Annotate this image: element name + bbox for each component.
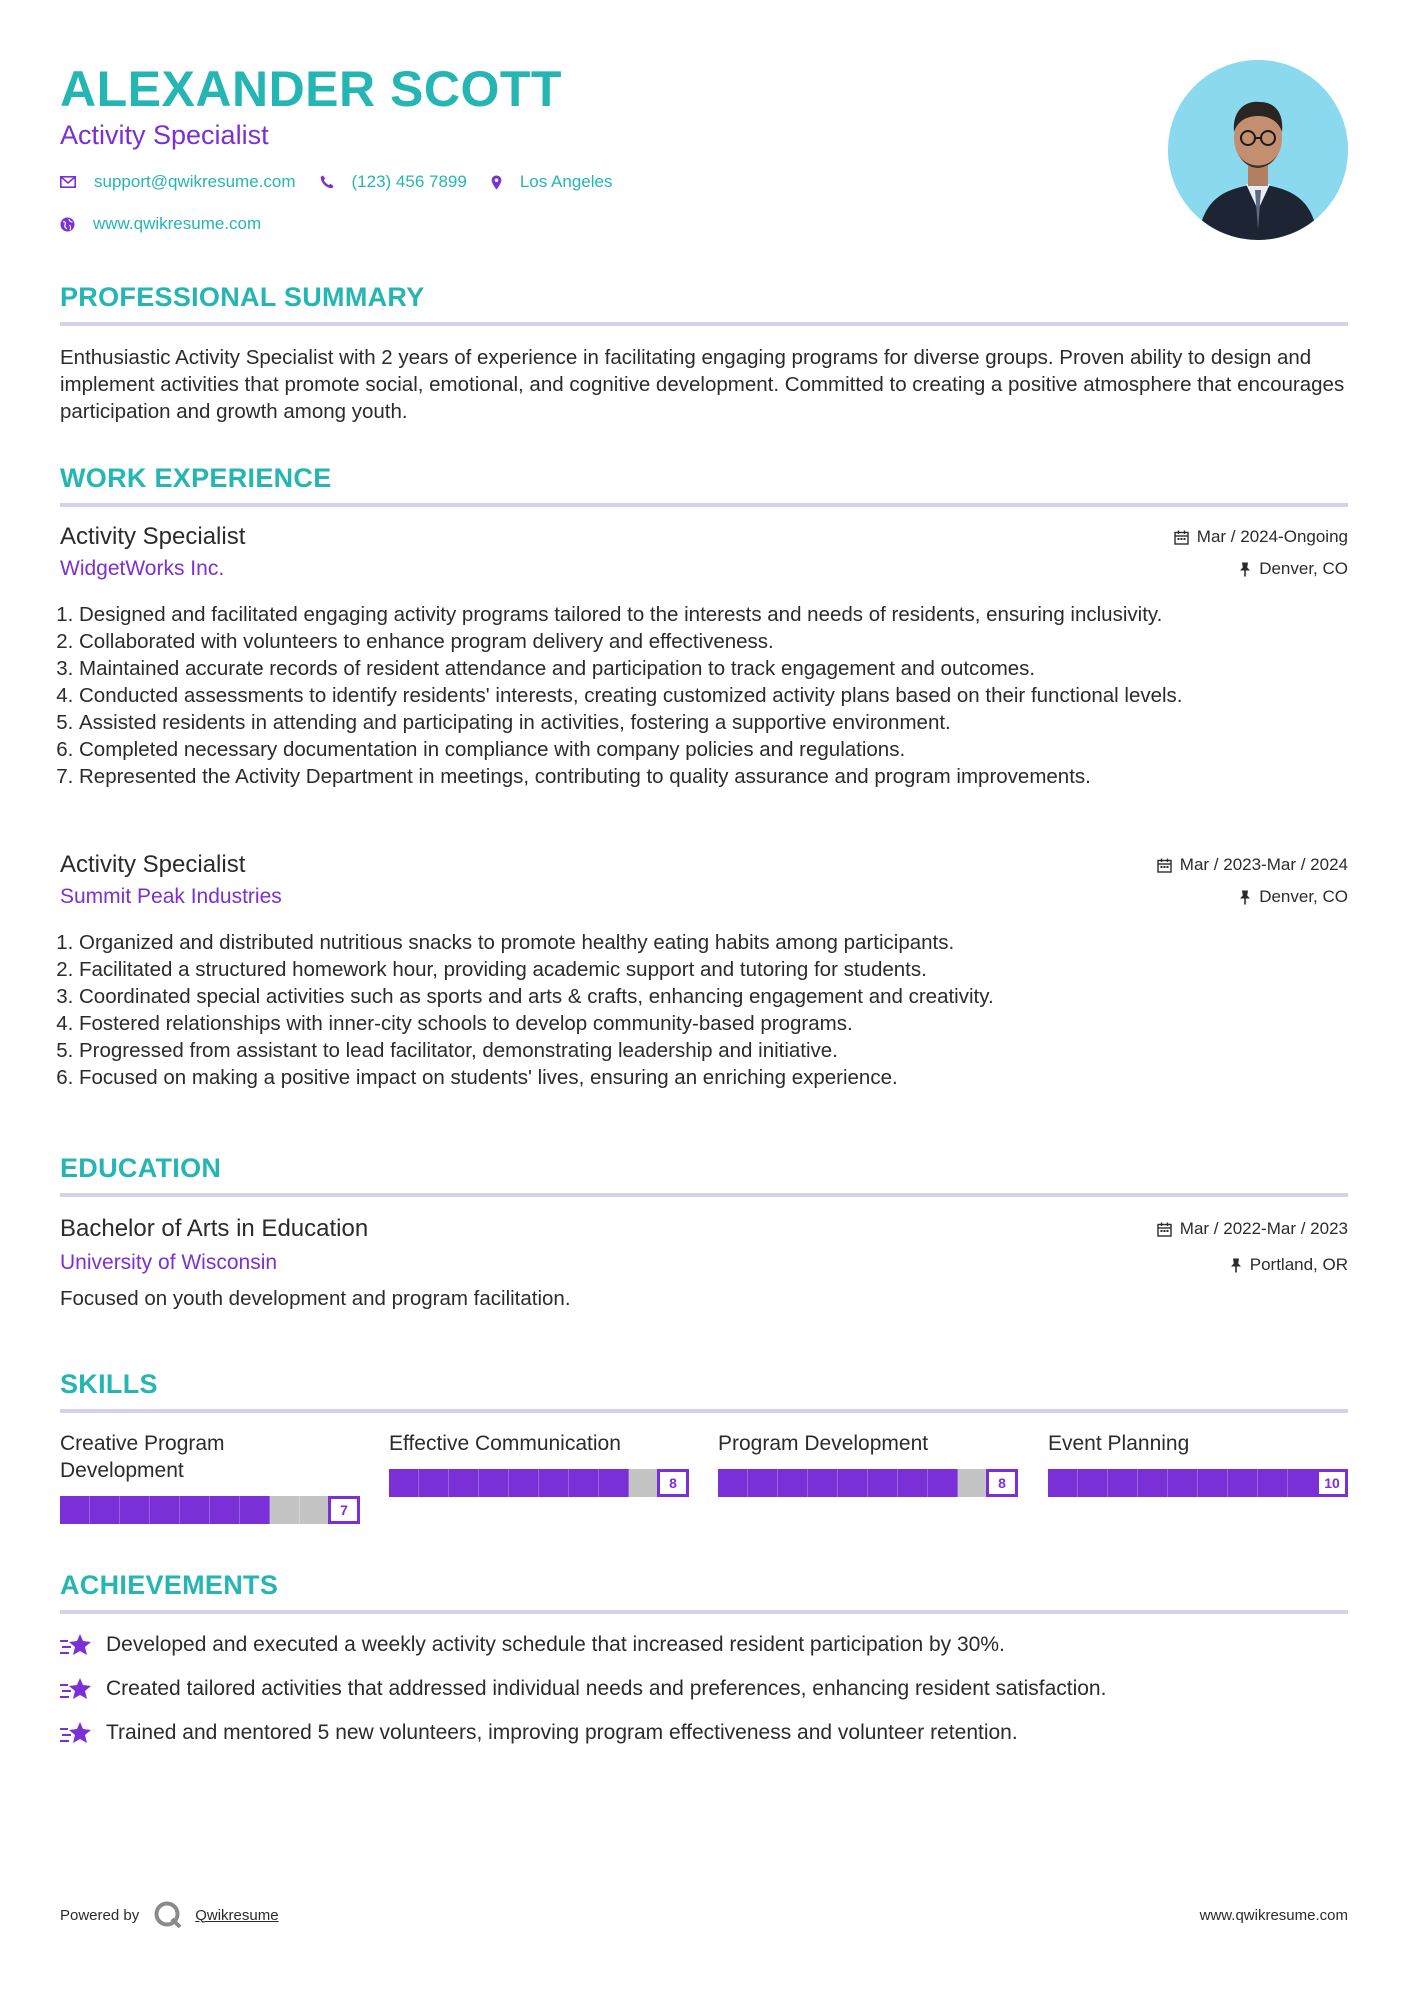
skill-label-line: Development: [60, 1459, 184, 1482]
skill-bar-segment: [419, 1469, 449, 1497]
map-pin-icon: [491, 175, 502, 190]
achievement-item: [60, 1720, 1018, 1746]
pushpin-icon: [1239, 890, 1251, 905]
experience-section: [60, 463, 1348, 1089]
job-title: Activity Specialist: [60, 523, 246, 550]
skill-bar-segment: [509, 1469, 539, 1497]
skill-bar-segment: [958, 1469, 988, 1497]
calendar-icon: [1157, 1222, 1172, 1237]
skill-bar-segment: [599, 1469, 629, 1497]
job-entry: [60, 523, 1348, 581]
skill-label: [1048, 1430, 1348, 1457]
skill-level-badge: 8: [657, 1469, 689, 1497]
job-bullet: 1. Organized and distributed nutritious snacks to promote healthy eating habits among participants.: [79, 929, 1348, 956]
skill-bar-segment: [1078, 1469, 1108, 1497]
skill-label: [718, 1430, 1018, 1457]
skill-bar: [1048, 1469, 1348, 1497]
job-dates-text: Mar / 2023-Mar / 2024: [1179, 855, 1348, 874]
skill-bar-segment: [838, 1469, 868, 1497]
job-bullet: 6. Completed necessary documentation in compliance with company policies and regulations.: [79, 736, 1348, 763]
skill-bar-segment: [60, 1496, 90, 1524]
skill-bar-segment: [449, 1469, 479, 1497]
skill-bar-segment: [1138, 1469, 1168, 1497]
qwikresume-logo-icon: [153, 1900, 183, 1930]
job-location-text: Denver, CO: [1259, 887, 1348, 906]
email-text: support@qwikresume.com: [94, 172, 296, 191]
job-company: Summit Peak Industries: [60, 885, 282, 908]
education-location-text: Portland, OR: [1249, 1255, 1348, 1274]
pushpin-icon: [1230, 1258, 1242, 1273]
skill-bar: [718, 1469, 1018, 1497]
shooting-star-icon: [60, 1676, 92, 1702]
shooting-star-icon: [60, 1720, 92, 1746]
skill-label-line: Program Development: [718, 1432, 929, 1455]
skill-bar-segment: [240, 1496, 270, 1524]
education-dates-text: Mar / 2022-Mar / 2023: [1179, 1219, 1348, 1238]
job-title: Activity Specialist: [60, 851, 246, 878]
skill-bar-segment: [1258, 1469, 1288, 1497]
job-entry: [60, 851, 1348, 909]
job-bullets: [60, 929, 1348, 1091]
job-bullet: 3. Maintained accurate records of resident attendance and participation to track engagement and outcomes.: [79, 655, 1348, 682]
skill-bar-segment: [1198, 1469, 1228, 1497]
skill-bar-segment: [90, 1496, 120, 1524]
skill-item: [389, 1430, 689, 1491]
skills-divider: [60, 1409, 1348, 1413]
contact-row: [60, 172, 636, 192]
globe-icon: [60, 217, 75, 232]
achievement-text: Developed and executed a weekly activity schedule that increased resident participation by 30%.: [106, 1633, 1005, 1656]
skill-bar-segment: [180, 1496, 210, 1524]
experience-divider: [60, 503, 1348, 507]
education-section: [60, 1153, 1348, 1310]
school-name: University of Wisconsin: [60, 1251, 278, 1274]
skill-label: [389, 1430, 689, 1457]
job-location: [1239, 887, 1348, 907]
skill-bar-segment: [778, 1469, 808, 1497]
skill-bar-segment: [300, 1496, 330, 1524]
job-bullet: 2. Collaborated with volunteers to enhance program delivery and effectiveness.: [79, 628, 1348, 655]
skills-heading: SKILLS: [60, 1369, 158, 1399]
skill-bar-segment: [569, 1469, 599, 1497]
website-row: [60, 214, 285, 234]
skill-bar-segment: [928, 1469, 958, 1497]
website-item[interactable]: [60, 214, 261, 234]
job-bullet: 2. Facilitated a structured homework hour, providing academic support and tutoring for students.: [79, 956, 1348, 983]
skill-bar-segment: [120, 1496, 150, 1524]
skill-bar-segment: [389, 1469, 419, 1497]
skill-item: [1048, 1430, 1348, 1491]
job-bullet: 7. Represented the Activity Department in meetings, contributing to quality assurance and program improvements.: [79, 763, 1348, 790]
skill-bar-segment: [1168, 1469, 1198, 1497]
education-description: Focused on youth development and program facilitation.: [60, 1287, 571, 1310]
education-heading: EDUCATION: [60, 1153, 222, 1183]
skill-bar-segment: [868, 1469, 898, 1497]
skill-level-badge: 7: [328, 1496, 360, 1524]
skill-bar-segment: [1048, 1469, 1078, 1497]
skill-bar-segment: [210, 1496, 240, 1524]
summary-divider: [60, 322, 1348, 326]
location-text: Los Angeles: [519, 172, 613, 191]
skill-bar-segment: [808, 1469, 838, 1497]
skill-bar-segment: [748, 1469, 778, 1497]
job-bullets: [60, 601, 1348, 790]
education-location: [1230, 1255, 1348, 1275]
skill-label-line: Event Planning: [1048, 1432, 1190, 1455]
education-entry: [60, 1215, 1348, 1312]
summary-section: [60, 282, 1348, 423]
skill-bar-segment: [1108, 1469, 1138, 1497]
skill-bar-segment: [479, 1469, 509, 1497]
job-location: [1239, 559, 1348, 579]
job-bullet: 1. Designed and facilitated engaging activity programs tailored to the interests and needs of residents, ensuring inclusivity.: [79, 601, 1348, 628]
summary-heading: PROFESSIONAL SUMMARY: [60, 282, 425, 312]
qwikresume-link[interactable]: Qwikresume: [195, 1906, 279, 1924]
phone-item[interactable]: [320, 172, 467, 192]
calendar-icon: [1157, 858, 1172, 873]
skill-bar-segment: [270, 1496, 300, 1524]
calendar-icon: [1174, 530, 1189, 545]
degree-title: Bachelor of Arts in Education: [60, 1215, 369, 1242]
skill-item: [718, 1430, 1018, 1491]
phone-icon: [320, 175, 334, 189]
skill-bar-segment: [898, 1469, 928, 1497]
skill-bar: [389, 1469, 689, 1497]
profile-photo: [1168, 60, 1348, 240]
skill-bar-segment: [1288, 1469, 1318, 1497]
job-bullet: 4. Fostered relationships with inner-city schools to develop community-based programs.: [79, 1010, 1348, 1037]
pushpin-icon: [1239, 562, 1251, 577]
education-dates: [1157, 1219, 1348, 1239]
website-text: www.qwikresume.com: [93, 214, 262, 233]
achievements-section: [60, 1570, 1348, 1770]
skill-bar: [60, 1496, 360, 1524]
achievements-divider: [60, 1610, 1348, 1614]
skill-level-badge: 8: [986, 1469, 1018, 1497]
skill-level-badge: 10: [1316, 1469, 1348, 1497]
achievement-text: Created tailored activities that addressed individual needs and preferences, enhancing resident satisfaction.: [106, 1677, 1107, 1700]
profile-photo-image: [1168, 60, 1348, 240]
candidate-name: ALEXANDER SCOTT: [60, 61, 562, 117]
phone-text: (123) 456 7899: [351, 172, 467, 191]
skill-bar-segment: [150, 1496, 180, 1524]
location-item: [491, 172, 613, 192]
skill-bar-segment: [718, 1469, 748, 1497]
job-dates: [1174, 527, 1348, 547]
footer-url[interactable]: www.qwikresume.com: [1199, 1907, 1348, 1924]
envelope-icon: [60, 176, 76, 188]
skill-label-line: Effective Communication: [389, 1432, 621, 1455]
skill-label-line: Creative Program: [60, 1432, 225, 1455]
achievement-text: Trained and mentored 5 new volunteers, improving program effectiveness and volunteer retention.: [106, 1721, 1018, 1744]
job-bullet: 5. Assisted residents in attending and participating in activities, fostering a supportive environment.: [79, 709, 1348, 736]
skill-bar-segment: [539, 1469, 569, 1497]
footer-powered-by: [60, 1900, 279, 1930]
email-item[interactable]: [60, 172, 296, 192]
job-dates-text: Mar / 2024-Ongoing: [1196, 527, 1348, 546]
job-company: WidgetWorks Inc.: [60, 557, 225, 580]
job-bullet: 3. Coordinated special activities such as sports and arts & crafts, enhancing engagement and creativity.: [79, 983, 1348, 1010]
skill-label: [60, 1430, 360, 1484]
skill-bar-segment: [629, 1469, 659, 1497]
skills-section: [60, 1369, 1348, 1529]
experience-heading: WORK EXPERIENCE: [60, 463, 332, 493]
job-bullet: 4. Conducted assessments to identify residents' interests, creating customized activity plans based on their functional levels.: [79, 682, 1348, 709]
job-bullet: 6. Focused on making a positive impact on students' lives, ensuring an enriching experience.: [79, 1064, 1348, 1091]
achievements-heading: ACHIEVEMENTS: [60, 1570, 279, 1600]
powered-by-text: Powered by: [60, 1906, 140, 1924]
achievement-item: [60, 1676, 1106, 1702]
education-divider: [60, 1193, 1348, 1197]
job-location-text: Denver, CO: [1259, 559, 1348, 578]
skill-bar-segment: [1228, 1469, 1258, 1497]
job-dates: [1157, 855, 1348, 875]
candidate-title: Activity Specialist: [60, 120, 269, 150]
skill-item: [60, 1430, 360, 1518]
achievement-item: [60, 1632, 1005, 1658]
job-bullet: 5. Progressed from assistant to lead facilitator, demonstrating leadership and initiative.: [79, 1037, 1348, 1064]
summary-text: Enthusiastic Activity Specialist with 2 years of experience in facilitating engaging programs for diverse groups. Proven ability to design and implement activities that promote social, emotional, and cognitive development. Committed to creating a positive atmosphere that encourages participation and growth among youth.: [60, 346, 1345, 423]
shooting-star-icon: [60, 1632, 92, 1658]
